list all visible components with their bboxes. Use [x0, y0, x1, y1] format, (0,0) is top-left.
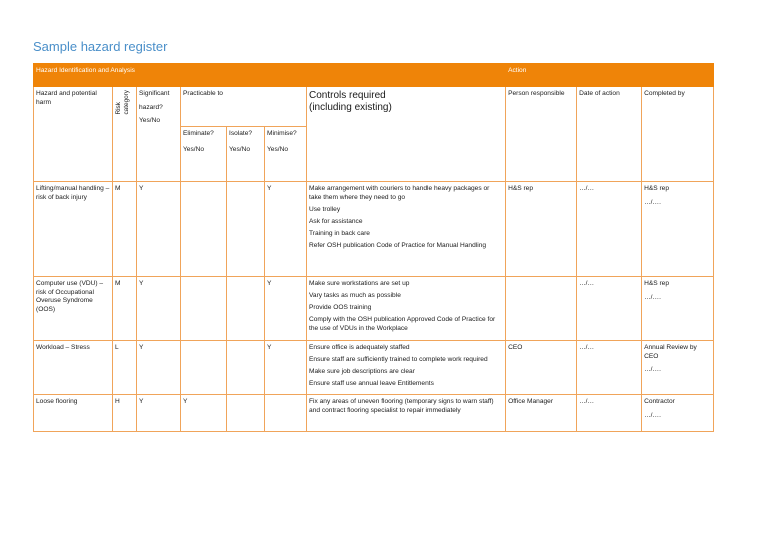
table-row [34, 395, 714, 432]
eliminate-cell [181, 182, 227, 277]
section-band-row [34, 64, 714, 87]
significant-cell: Y [137, 277, 181, 341]
completed-cell: Contractor …/…. [642, 395, 714, 432]
band-action: Action [506, 64, 714, 87]
band-hazard-identification: Hazard Identification and Analysis [34, 64, 506, 87]
hazard-register-table [33, 63, 714, 432]
completed-cell: H&S rep …/…. [642, 182, 714, 277]
date-cell: …/… [577, 395, 642, 432]
header-risk-category [113, 87, 137, 182]
significant-cell: Y [137, 395, 181, 432]
header-completed-by: Completed by [642, 87, 714, 182]
control-item: Ask for assistance [309, 217, 363, 225]
control-item: Comply with the OSH publication Approved Code of Practice for the use of VDUs in the Workplace [309, 316, 496, 332]
control-item: Ensure staff use annual leave Entitlements [309, 380, 434, 388]
table-row [34, 341, 714, 395]
person-cell: H&S rep [506, 182, 577, 277]
significant-cell: Y [137, 182, 181, 277]
hazard-cell: Lifting/manual handling – risk of back injury [34, 182, 113, 277]
header-eliminate: Eliminate? Yes/No [181, 127, 227, 182]
control-item: Use trolley [309, 205, 341, 213]
completed-cell: Annual Review by CEO …/…. [642, 341, 714, 395]
controls-cell [307, 182, 506, 277]
table-row [34, 277, 714, 341]
isolate-cell [227, 341, 265, 395]
eliminate-cell [181, 341, 227, 395]
risk-cell: L [113, 341, 137, 395]
header-row [34, 87, 714, 127]
header-significant-hazard: Significant hazard? Yes/No [137, 87, 181, 182]
header-hazard: Hazard and potential harm [34, 87, 113, 182]
significant-cell: Y [137, 341, 181, 395]
control-item: Provide OOS training [309, 304, 372, 312]
control-item: Make sure job descriptions are clear [309, 368, 415, 376]
isolate-cell [227, 395, 265, 432]
controls-cell [307, 395, 506, 432]
minimise-cell: Y [265, 341, 307, 395]
person-cell: Office Manager [506, 395, 577, 432]
header-date-of-action: Date of action [577, 87, 642, 182]
risk-cell: M [113, 277, 137, 341]
page-title: Sample hazard register [33, 39, 168, 54]
header-person-responsible: Person responsible [506, 87, 577, 182]
date-cell: …/… [577, 182, 642, 277]
header-controls-required: Controls required (including existing) [307, 87, 506, 182]
header-practicable-to: Practicable to [181, 87, 307, 127]
isolate-cell [227, 277, 265, 341]
hazard-cell: Computer use (VDU) – risk of Occupational Overuse Syndrome (OOS) [34, 277, 113, 341]
completed-cell: H&S rep …/…. [642, 277, 714, 341]
header-isolate: Isolate? Yes/No [227, 127, 265, 182]
risk-category-label: Risk category [115, 90, 130, 115]
control-item: Ensure staff are sufficiently trained to complete work required [309, 356, 488, 364]
eliminate-cell [181, 277, 227, 341]
table-row [34, 182, 714, 277]
control-item: Ensure office is adequately staffed [309, 344, 410, 351]
date-cell: …/… [577, 277, 642, 341]
person-cell: CEO [506, 341, 577, 395]
isolate-cell [227, 182, 265, 277]
controls-cell [307, 277, 506, 341]
control-item: Training in back care [309, 229, 370, 237]
header-minimise: Minimise? Yes/No [265, 127, 307, 182]
person-cell [506, 277, 577, 341]
control-item: Refer OSH publication Code of Practice for Manual Handling [309, 241, 487, 249]
control-item: Fix any areas of uneven flooring (temporary signs to warn staff) and contract flooring specialist to repair immediately [309, 398, 494, 414]
minimise-cell: Y [265, 277, 307, 341]
hazard-cell: Workload – Stress [34, 341, 113, 395]
minimise-cell: Y [265, 182, 307, 277]
risk-cell: M [113, 182, 137, 277]
minimise-cell [265, 395, 307, 432]
date-cell: …/… [577, 341, 642, 395]
control-item: Make arrangement with couriers to handle heavy packages or take them where they need to go [309, 185, 490, 201]
hazard-cell: Loose flooring [34, 395, 113, 432]
risk-cell: H [113, 395, 137, 432]
control-item: Vary tasks as much as possible [309, 292, 401, 300]
controls-cell [307, 341, 506, 395]
eliminate-cell: Y [181, 395, 227, 432]
control-item: Make sure workstations are set up [309, 280, 410, 287]
